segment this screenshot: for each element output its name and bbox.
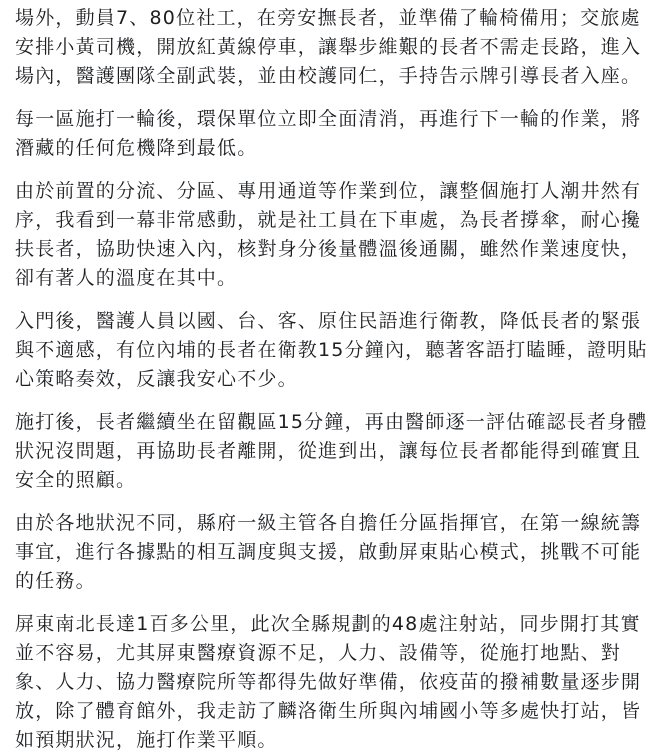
text-line: 潛藏的任何危機降到最低。	[15, 137, 258, 159]
text-line: 場外，動員7、80位社工，在旁安撫長者，並準備了輪椅備用；交旅處	[15, 7, 641, 29]
paragraph-6	[15, 509, 651, 596]
text-line: 事宜，進行各據點的相互調度與支援，啟動屏東貼心模式，挑戰不可能	[15, 541, 642, 563]
text-line: 序，我看到一幕非常感動，就是社工員在下車處，為長者撐傘，耐心攙	[15, 209, 642, 231]
text-line: 象、人力、協力醫療院所等都得先做好準備，依疫苗的撥補數量逐步開	[15, 671, 642, 693]
text-line: 安排小黃司機，開放紅黃線停車，讓舉步維艱的長者不需走長路，進入	[15, 36, 642, 58]
text-line: 放，除了體育館外，我走訪了麟洛衛生所與內埔國小等多處快打站，皆	[15, 700, 642, 722]
text-line: 每一區施打一輪後，環保單位立即全面清消，再進行下一輪的作業，將	[15, 108, 642, 130]
paragraph-7	[15, 610, 651, 755]
text-line: 入門後，醫護人員以國、台、客、原住民語進行衛教，降低長者的緊張	[15, 310, 642, 332]
paragraph-3	[15, 177, 651, 293]
text-line: 由於各地狀況不同，縣府一級主管各自擔任分區指揮官，在第一線統籌	[15, 512, 642, 534]
text-line: 屏東南北長達1百多公里，此次全縣規劃的48處注射站，同步開打其實	[15, 613, 641, 635]
text-line: 安全的照顧。	[15, 469, 137, 491]
paragraph-1	[15, 4, 651, 91]
text-line: 並不容易，尤其屏東醫療資源不足，人力、設備等，從施打地點、對	[15, 642, 622, 664]
text-line: 施打後，長者繼續坐在留觀區15分鐘，再由醫師逐一評估確認長者身體	[15, 411, 648, 433]
paragraph-4	[15, 307, 651, 394]
text-line: 的任務。	[15, 570, 96, 592]
text-line: 由於前置的分流、分區、專用通道等作業到位，讓整個施打人潮井然有	[15, 180, 642, 202]
text-line: 如預期狀況，施打作業平順。	[15, 729, 278, 751]
text-line: 場內，醫護團隊全副武裝，並由校護同仁，手持告示牌引導長者入座。	[15, 65, 642, 87]
text-line: 與不適感，有位內埔的長者在衛教15分鐘內，聽著客語打瞌睡，證明貼	[15, 339, 648, 361]
paragraph-2	[15, 105, 651, 163]
text-line: 心策略奏效，反讓我安心不少。	[15, 368, 298, 390]
text-line: 狀況沒問題，再協助長者離開，從進到出，讓每位長者都能得到確實且	[15, 440, 642, 462]
text-line: 卻有著人的溫度在其中。	[15, 267, 238, 289]
text-line: 扶長者，協助快速入內，核對身分後量體溫後通關，雖然作業速度快，	[15, 238, 642, 260]
paragraph-5	[15, 408, 651, 495]
